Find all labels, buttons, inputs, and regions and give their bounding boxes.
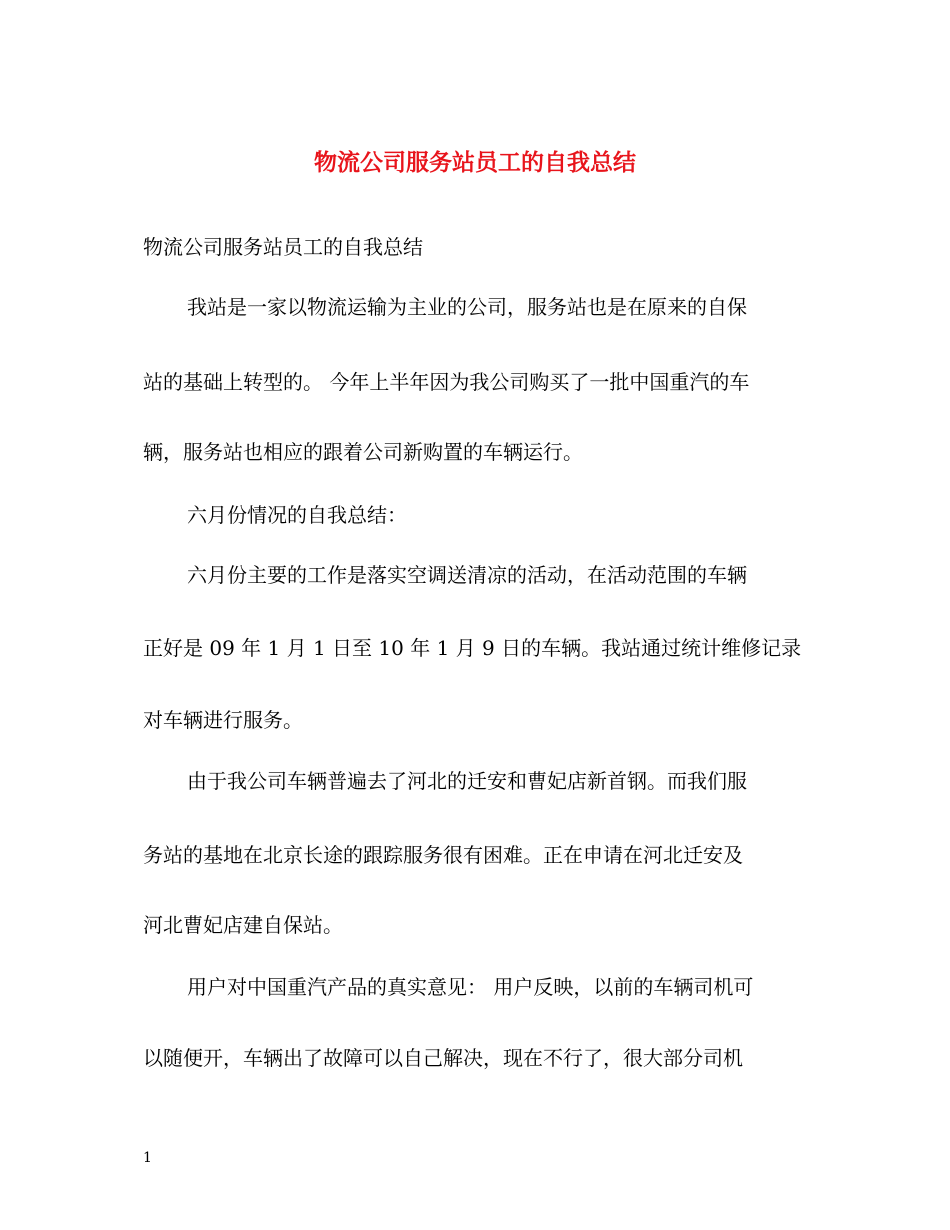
page-number: 1 (143, 1150, 152, 1166)
body-line: 以随便开，车辆出了故障可以自己解决，现在不行了，很大部分司机 (143, 1046, 743, 1070)
body-line: 站的基础上转型的。 今年上半年因为我公司购买了一批中国重汽的车 (143, 370, 750, 394)
body-line: 用户对中国重汽产品的真实意见： 用户反映，以前的车辆司机可 (187, 975, 754, 999)
body-line: 河北曹妃店建自保站。 (143, 913, 343, 937)
body-line: 六月份主要的工作是落实空调送清凉的活动，在活动范围的车辆 (187, 563, 747, 587)
body-line: 六月份情况的自我总结： (187, 503, 407, 527)
document-title: 物流公司服务站员工的自我总结 (314, 149, 636, 176)
body-line: 正好是 09 年 1 月 1 日至 10 年 1 月 9 日的车辆。我站通过统计维修记录 (143, 636, 802, 660)
body-line: 务站的基地在北京长途的跟踪服务很有困难。正在申请在河北迁安及 (143, 843, 743, 867)
body-line: 由于我公司车辆普遍去了河北的迁安和曹妃店新首钢。而我们服 (187, 769, 747, 793)
body-line: 对车辆进行服务。 (143, 708, 303, 732)
body-line-subtitle: 物流公司服务站员工的自我总结 (143, 235, 423, 259)
body-line: 我站是一家以物流运输为主业的公司，服务站也是在原来的自保 (187, 295, 747, 319)
body-line: 辆，服务站也相应的跟着公司新购置的车辆运行。 (143, 440, 583, 464)
